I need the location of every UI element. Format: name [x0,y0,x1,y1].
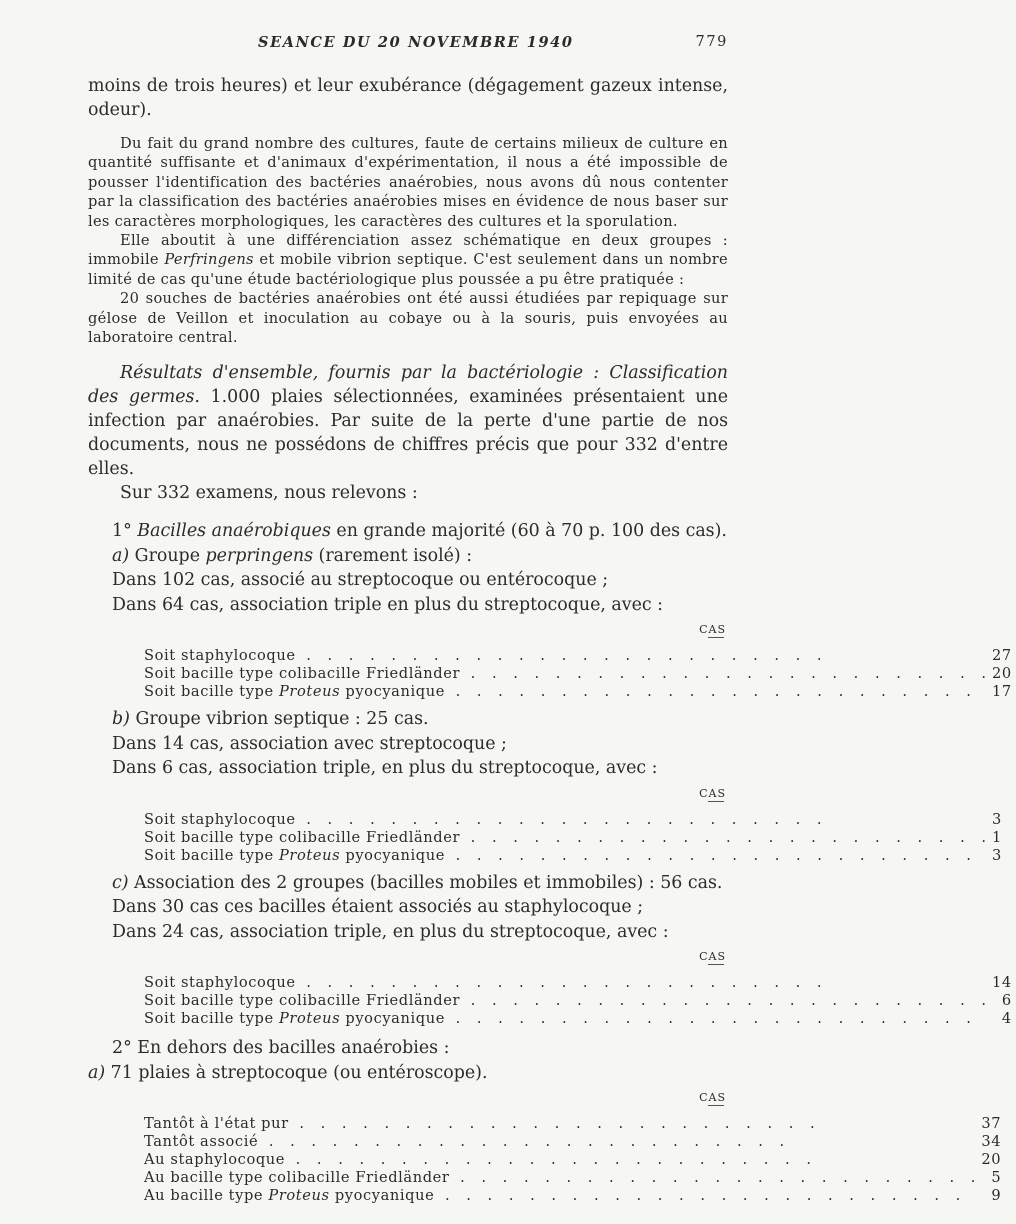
row-label [88,992,992,1010]
cas-label: CAS [699,950,726,964]
page [88,34,1012,1211]
row-label-text: Soit bacille type [144,683,279,701]
row-label-post: pyocyanique [340,683,445,701]
row-label-post: pyocyanique [340,846,445,864]
table-2 [88,1115,1005,1205]
row-label [88,811,992,829]
p2-text-a: Elle aboutit à une différenciation assez schématique en deux groupes : immobile [88,232,728,269]
section1c-rest: Association des 2 groupes (bacilles mobiles et immobiles) : 56 cas. [128,872,723,893]
section1a-label: a) [112,545,130,566]
section1b-rest: Groupe vibrion septique : 25 cas. [129,709,429,730]
p2-italic: Perfringens [164,251,254,269]
table-row [88,1010,1016,1028]
section1c-line2: Dans 24 cas, association triple, en plus du streptocoque, avec : [112,921,669,942]
cas-rule [708,1105,724,1106]
table-a [88,647,1016,701]
leader-dots: . . . . . . . . . . . . . . . . . . . . . . . . . [295,974,828,992]
section2a-heading [88,1061,728,1086]
row-label-text: Soit bacille type [144,846,279,864]
paragraph-differenciation [88,231,728,289]
cas-header-a [88,617,728,639]
row-label [88,683,992,701]
table-row [88,847,1006,865]
results-sur: Sur 332 examens, nous relevons : [120,483,418,504]
row-label-italic: Proteus [278,683,341,701]
section1-heading [88,519,728,544]
table-row [88,829,1006,847]
table-row [88,1133,1005,1151]
leader-dots: . . . . . . . . . . . . . . . . . . . . . . . . . [444,1010,977,1028]
table-row [88,1187,1005,1205]
section1b-line2: Dans 6 cas, association triple, en plus du streptocoque, avec : [112,758,658,779]
page-number: 779 [695,34,728,50]
row-label-text: Soit bacille type [144,1010,279,1028]
row-value: 20 [981,1151,1002,1169]
section1b-heading [88,707,728,732]
row-value: 20 [992,665,1012,683]
table-row [88,992,1016,1010]
leader-dots: . . . . . . . . . . . . . . . . . . . . . . . . . [460,992,992,1010]
row-value: 4 [1001,1010,1012,1028]
row-label-text: Soit staphylocoque [144,647,296,665]
leader-dots: . . . . . . . . . . . . . . . . . . . . . . . . . [288,1115,821,1133]
row-value: 34 [981,1133,1002,1151]
section1-prefix: 1° [112,521,138,542]
row-label [88,1169,981,1187]
paragraph-identification: Du fait du grand nombre des cultures, faute de certains milieux de culture en quantité suffisante et d'animaux d'expérimentation, il nous a été impossible de pousser l'identification des bactéries anaérobies, nous avons dû nous contenter par la classification des bactéries anaérobies mises en évidence de nous baser sur les caractères morphologiques, les caractères des cultures et la sporulation. [88,135,728,230]
row-label [88,829,992,847]
row-label [88,1133,981,1151]
table-row [88,1169,1005,1187]
row-label-text: Soit staphylocoque [144,810,296,828]
section2-heading: 2° En dehors des bacilles anaérobies : [112,1038,450,1059]
section1a-italic: perpringens [205,545,314,566]
row-value: 37 [981,1115,1002,1133]
leader-dots: . . . . . . . . . . . . . . . . . . . . . . . . . [444,846,977,864]
leader-dots: . . . . . . . . . . . . . . . . . . . . . . . . . [460,828,992,846]
cas-label: CAS [699,1091,726,1105]
row-value: 3 [992,846,1002,864]
running-header [88,34,728,56]
row-label [88,647,992,665]
section1a-line1: Dans 102 cas, associé au streptocoque ou entérocoque ; [112,570,609,591]
leader-dots: . . . . . . . . . . . . . . . . . . . . . . . . . [295,810,828,828]
row-value: 14 [992,974,1012,992]
carryover-paragraph: moins de trois heures) et leur exubérance (dégagement gazeux intense, odeur). [88,76,728,120]
row-label [88,847,992,865]
section1c-line1: Dans 30 cas ces bacilles étaient associés au staphylocoque ; [112,897,644,918]
section1-rest: en grande majorité (60 à 70 p. 100 des cas). [330,521,727,542]
cas-header-2 [88,1085,728,1107]
row-label-text: Tantôt à l'état pur [144,1115,289,1133]
row-label-text: Au staphylocoque [144,1151,286,1169]
row-label [88,1115,981,1133]
results-heading: Résultats d'ensemble, fournis par la bactériologie : Classification des germes. [88,363,728,408]
leader-dots: . . . . . . . . . . . . . . . . . . . . . . . . . [295,647,828,665]
table-row [88,1151,1005,1169]
row-label [88,974,992,992]
section1c-label: c) [112,872,129,893]
table-row [88,665,1016,683]
row-label-text: Au bacille type [144,1187,269,1205]
section1a-heading [88,544,728,569]
table-c [88,974,1016,1028]
section1a-rest: (rarement isolé) : [313,545,473,566]
row-value: 5 [991,1169,1002,1187]
cas-label: CAS [699,623,726,637]
cas-rule [708,964,724,965]
table-row [88,647,1016,665]
row-label-text: Au bacille type colibacille Friedländer [144,1169,450,1187]
section1b-line1: Dans 14 cas, association avec streptocoque ; [112,733,507,754]
table-b [88,811,1006,865]
row-label-italic: Proteus [268,1187,330,1205]
results-paragraph [88,361,728,481]
leader-dots: . . . . . . . . . . . . . . . . . . . . . . . . . [285,1151,817,1169]
row-label [88,1187,981,1205]
row-value: 3 [992,810,1002,828]
p2-text-b: et mobile vibrion septique. C'est seulement dans un nombre limité de cas qu'une étude bactériologique plus poussée a pu être pratiquée : [88,251,728,288]
section1-italic: Bacilles anaérobiques [137,521,331,542]
row-label-italic: Proteus [278,1010,341,1028]
paragraph-souches: 20 souches de bactéries anaérobies ont été aussi étudiées par repiquage sur gélose de Veillon et inoculation au cobaye ou à la souris, puis envoyées au laboratoire central. [88,290,728,347]
row-label-italic: Proteus [278,846,341,864]
leader-dots: . . . . . . . . . . . . . . . . . . . . . . . . . [460,665,992,683]
section2a-label: a) [88,1062,106,1083]
row-label-post: pyocyanique [329,1187,435,1205]
row-value: 9 [991,1187,1002,1205]
results-text: 1.000 plaies sélectionnées, examinées présentaient une infection par anaérobies. Par suite de la perte d'une partie de nos documents, nous ne possédons de chiffres précis que pour 332 d'entre elles. [88,387,728,480]
cas-rule [708,801,724,802]
row-value: 17 [992,683,1012,701]
row-label [88,1010,992,1028]
row-label-text: Soit staphylocoque [144,974,296,992]
leader-dots: . . . . . . . . . . . . . . . . . . . . . . . . . [434,1187,967,1205]
leader-dots: . . . . . . . . . . . . . . . . . . . . . . . . . [449,1169,982,1187]
leader-dots: . . . . . . . . . . . . . . . . . . . . . . . . . [444,683,977,701]
row-label-text: Soit bacille type colibacille Friedländer [144,665,461,683]
row-label-text: Tantôt associé [144,1133,259,1151]
cas-label: CAS [699,786,726,800]
row-label [88,1151,981,1169]
section2a-rest: 71 plaies à streptocoque (ou entéroscope). [105,1062,488,1083]
row-label [88,665,992,683]
header-title: SEANCE DU 20 NOVEMBRE 1940 [258,34,574,51]
row-value: 6 [1001,992,1012,1010]
section1b-label: b) [112,709,130,730]
row-label-text: Soit bacille type colibacille Friedländer [144,992,461,1010]
leader-dots: . . . . . . . . . . . . . . . . . . . . . . . . . [258,1133,791,1151]
row-value: 27 [992,647,1012,665]
cas-header-c [88,944,728,966]
section1a-line2: Dans 64 cas, association triple en plus du streptocoque, avec : [112,594,664,615]
table-row [88,974,1016,992]
row-label-text: Soit bacille type colibacille Friedländer [144,828,461,846]
table-row [88,811,1006,829]
cas-header-b [88,781,728,803]
table-row [88,683,1016,701]
cas-rule [708,637,724,638]
row-label-post: pyocyanique [340,1010,445,1028]
section1c-heading [88,871,728,896]
section1a-pre: Groupe [129,545,206,566]
row-value: 1 [992,828,1002,846]
table-row [88,1115,1005,1133]
